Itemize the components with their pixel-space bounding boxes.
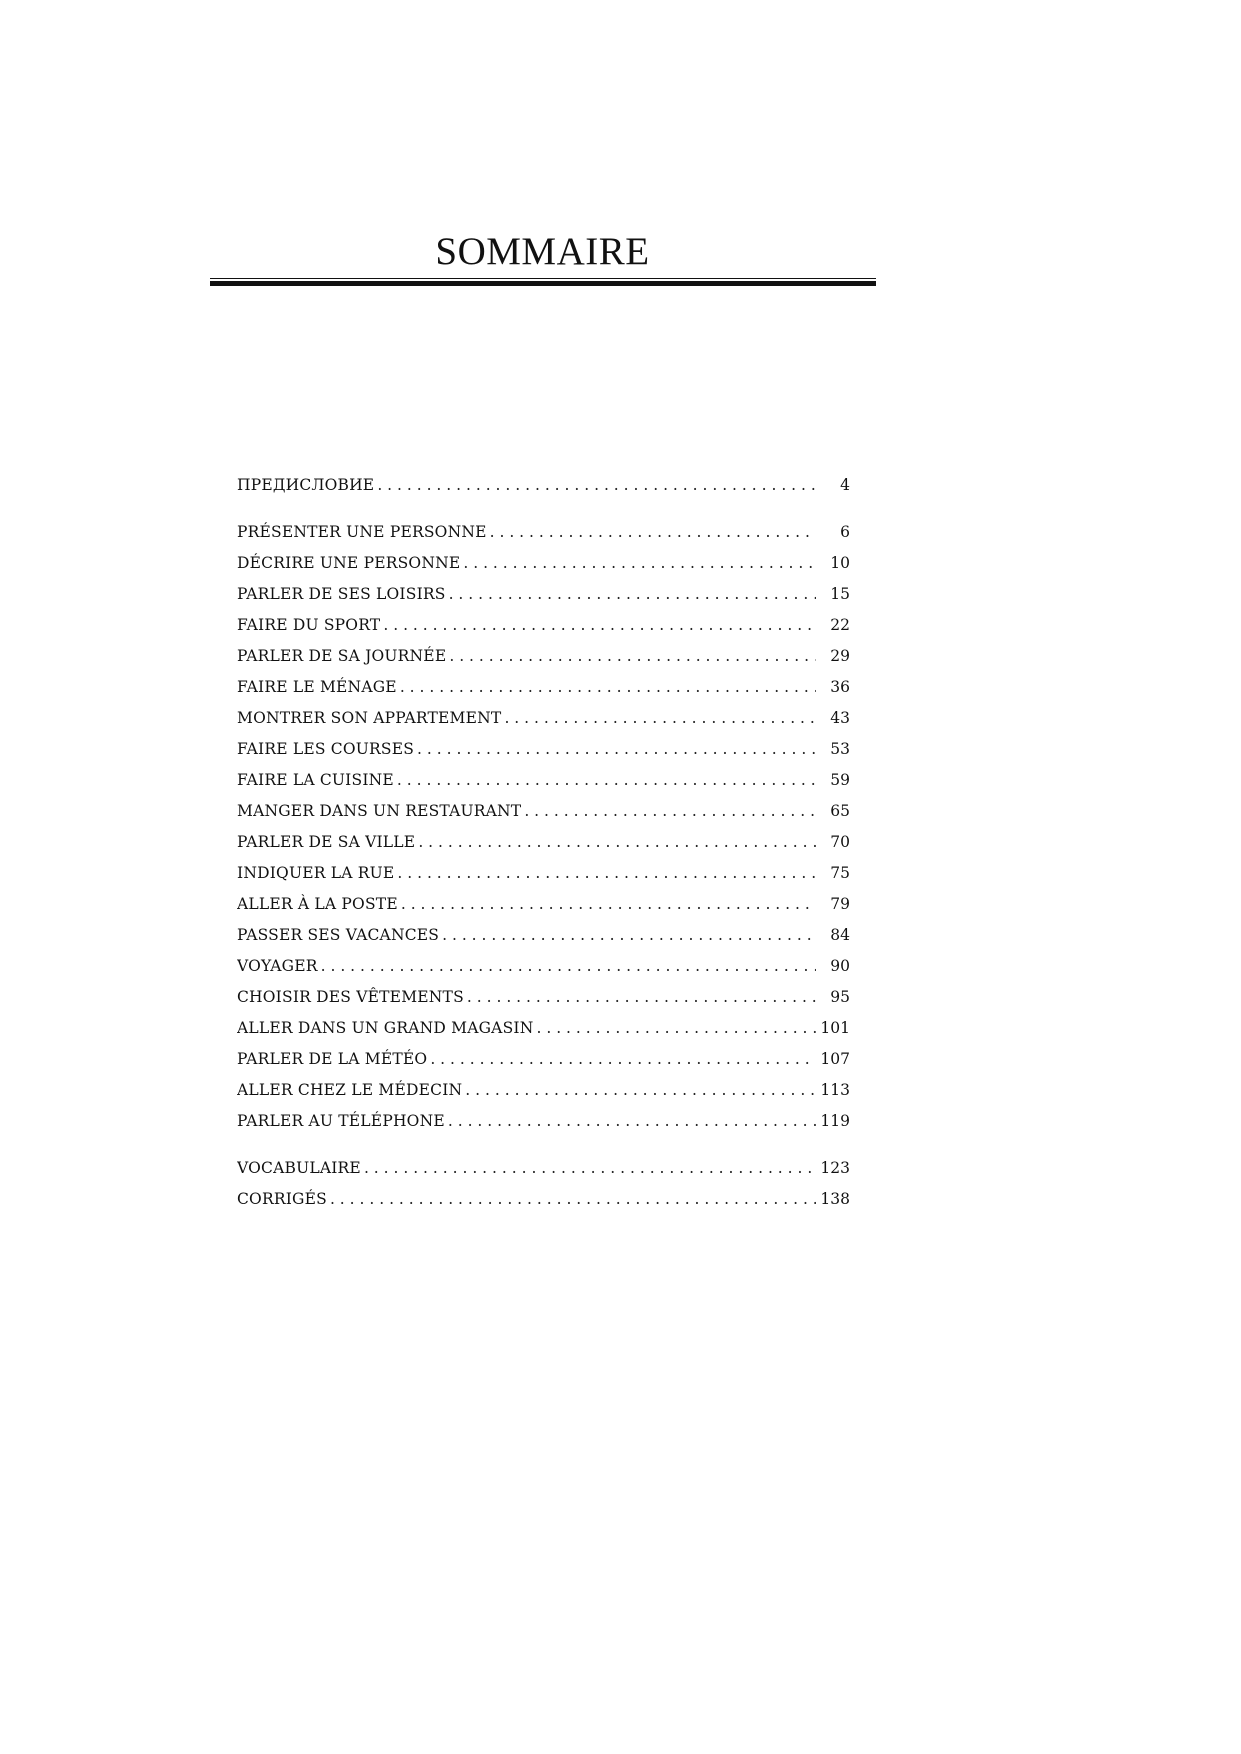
toc-entry-label: FAIRE LA CUISINE [237, 771, 394, 789]
toc-dot-leader [524, 796, 816, 827]
toc-entry-label: PARLER DE SA VILLE [237, 833, 416, 851]
toc-entry[interactable] [237, 858, 850, 889]
toc-entry-label: MONTRER SON APPARTEMENT [237, 709, 502, 727]
title-rule-thick-line [210, 281, 876, 286]
toc-page-number: 119 [820, 1112, 850, 1130]
toc-entry[interactable] [237, 796, 850, 827]
toc-entry-label: ALLER À LA POSTE [237, 895, 398, 913]
toc-entry[interactable] [237, 920, 850, 951]
toc-dot-leader [401, 889, 816, 920]
toc-entry[interactable] [237, 517, 850, 548]
toc-entry-label: PRÉSENTER UNE PERSONNE [237, 523, 487, 541]
toc-page-number: 70 [830, 833, 850, 851]
toc-dot-leader [397, 765, 816, 796]
toc-page-number: 22 [830, 616, 850, 634]
toc-dot-leader [418, 827, 816, 858]
toc-entry[interactable] [237, 1013, 850, 1044]
toc-entry-label: FAIRE LE MÉNAGE [237, 678, 397, 696]
toc-entry[interactable] [237, 703, 850, 734]
toc-page-number: 95 [830, 988, 850, 1006]
toc-dot-leader [467, 982, 816, 1013]
toc-page-number: 10 [830, 554, 850, 572]
toc-entry[interactable] [237, 641, 850, 672]
toc-entry[interactable] [237, 1106, 850, 1137]
toc-entry-label: VOCABULAIRE [237, 1159, 361, 1177]
toc-dot-leader [330, 1184, 816, 1215]
toc-entry[interactable] [237, 610, 850, 641]
toc-entry-label: DÉCRIRE UNE PERSONNE [237, 554, 461, 572]
toc-dot-leader [504, 703, 816, 734]
toc-dot-leader [321, 951, 816, 982]
toc-entry-label: PARLER DE LA MÉTÉO [237, 1050, 428, 1068]
toc-dot-leader [364, 1153, 816, 1184]
toc-dot-leader [397, 858, 816, 889]
toc-page-number: 4 [840, 476, 850, 494]
toc-entry[interactable] [237, 672, 850, 703]
toc-entry[interactable] [237, 951, 850, 982]
toc-entry-label: PASSER SES VACANCES [237, 926, 440, 944]
toc-dot-leader [463, 548, 816, 579]
toc-entry[interactable] [237, 1075, 850, 1106]
toc-entry-label: FAIRE LES COURSES [237, 740, 415, 758]
toc-entry-label: CHOISIR DES VÊTEMENTS [237, 988, 464, 1006]
toc-entry-label: PARLER DE SA JOURNÉE [237, 647, 447, 665]
toc-dot-leader [490, 517, 816, 548]
toc-page-number: 6 [840, 523, 850, 541]
toc-dot-leader [465, 1075, 816, 1106]
toc-dot-leader [400, 672, 816, 703]
toc-dot-leader [449, 579, 816, 610]
toc-dot-leader [536, 1013, 816, 1044]
toc-entry-label: INDIQUER LA RUE [237, 864, 395, 882]
toc-page-number: 113 [820, 1081, 850, 1099]
toc-page-number: 75 [830, 864, 850, 882]
toc-entry-vocabulary[interactable] [237, 1153, 850, 1184]
toc-entry-label: ПРЕДИСЛОВИЕ [237, 476, 375, 494]
toc-page-number: 53 [830, 740, 850, 758]
toc-page-number: 43 [830, 709, 850, 727]
toc-entry[interactable] [237, 579, 850, 610]
toc-entry-label: MANGER DANS UN RESTAURANT [237, 802, 522, 820]
toc-page-number: 15 [830, 585, 850, 603]
title-rule-thin-line [210, 278, 876, 279]
toc-entry[interactable] [237, 982, 850, 1013]
toc-page-number: 79 [830, 895, 850, 913]
toc-entry-label: VOYAGER [237, 957, 318, 975]
toc-dot-leader [417, 734, 816, 765]
toc-dot-leader [430, 1044, 816, 1075]
toc-dot-leader [449, 641, 816, 672]
toc-dot-leader [442, 920, 816, 951]
toc-page-number: 90 [830, 957, 850, 975]
toc-entry-preface[interactable] [237, 470, 850, 501]
toc-entry-label: CORRIGÉS [237, 1190, 327, 1208]
toc-dot-leader [448, 1106, 816, 1137]
page-title: SOMMAIRE [435, 230, 650, 273]
toc-page-number: 138 [820, 1190, 850, 1208]
toc-entry[interactable] [237, 889, 850, 920]
toc-entry[interactable] [237, 827, 850, 858]
toc-entry[interactable] [237, 548, 850, 579]
toc-entry-label: PARLER DE SES LOISIRS [237, 585, 446, 603]
toc-page-number: 107 [820, 1050, 850, 1068]
toc-entry-label: ALLER CHEZ LE MÉDECIN [237, 1081, 463, 1099]
toc-page-number: 59 [830, 771, 850, 789]
toc-entry-label: PARLER AU TÉLÉPHONE [237, 1112, 445, 1130]
toc-entry-label: FAIRE DU SPORT [237, 616, 381, 634]
title-double-rule [210, 278, 876, 287]
toc-entry[interactable] [237, 1044, 850, 1075]
toc-entry[interactable] [237, 734, 850, 765]
toc-entry-answers[interactable] [237, 1184, 850, 1215]
toc-page-number: 36 [830, 678, 850, 696]
toc-page-number: 29 [830, 647, 850, 665]
toc-page-number: 84 [830, 926, 850, 944]
toc-page-number: 123 [820, 1159, 850, 1177]
toc-dot-leader [383, 610, 816, 641]
toc-dot-leader [377, 470, 816, 501]
toc-entry-label: ALLER DANS UN GRAND MAGASIN [237, 1019, 534, 1037]
toc-page-number: 101 [820, 1019, 850, 1037]
toc-page-number: 65 [830, 802, 850, 820]
toc-entry[interactable] [237, 765, 850, 796]
table-of-contents [237, 470, 850, 1215]
